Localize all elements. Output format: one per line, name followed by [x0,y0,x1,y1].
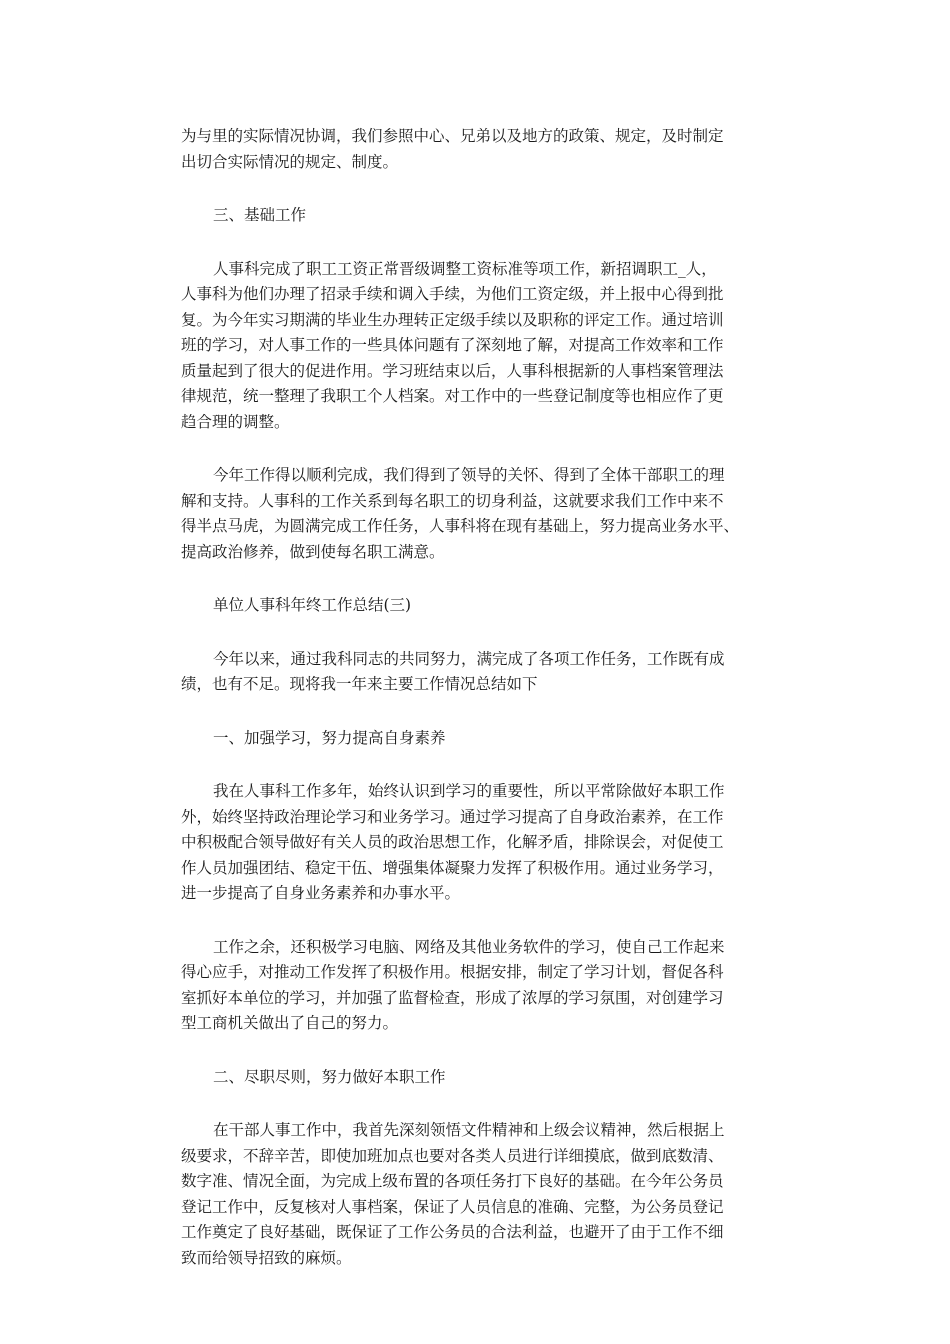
text-line: 三、基础工作 [213,206,307,224]
section-heading [181,1065,781,1091]
text-line: 质量起到了很大的促进作用。学习班结束以后，人事科根据新的人事档案管理法 [181,361,724,380]
text-line: 致而给领导招致的麻烦。 [181,1248,352,1267]
text-line: 人事科完成了职工工资正常晋级调整工资标准等项工作，新招调职工_人， [213,259,717,278]
paragraph [181,779,781,907]
paragraph [181,463,781,565]
text-line: 工作奠定了良好基础，既保证了工作公务员的合法利益，也避开了由于工作不细 [181,1223,724,1241]
text-line: 今年工作得以顺利完成，我们得到了领导的关怀、得到了全体干部职工的理 [213,466,725,484]
text-line: 中积极配合领导做好有关人员的政治思想工作，化解矛盾，排除误会，对促使工 [181,833,724,851]
text-line: 复。为今年实习期满的毕业生办理转正定级手续以及职称的评定工作。通过培训 [181,310,724,329]
text-line: 外，始终坚持政治理论学习和业务学习。通过学习提高了自身政治素养，在工作 [181,807,724,826]
text-line: 解和支持。人事科的工作关系到每名职工的切身利益，这就要求我们工作中来不 [181,491,724,510]
text-line: 工作之余，还积极学习电脑、网络及其他业务软件的学习，使自己工作起来 [213,937,725,956]
text-line: 进一步提高了自身业务素养和办事水平。 [181,884,461,902]
text-line: 一、加强学习，努力提高自身素养 [213,728,446,747]
text-line: 人事科为他们办理了招录手续和调入手续，为他们工资定级，并上报中心得到批 [181,285,724,303]
document-page [181,124,781,1299]
section-heading [181,593,781,619]
paragraph [181,257,781,436]
section-heading [181,726,781,752]
text-line: 型工商机关做出了自己的努力。 [181,1014,399,1032]
text-line: 登记工作中，反复核对人事档案，保证了人员信息的准确、完整，为公务员登记 [181,1197,724,1216]
text-line: 作人员加强团结、稳定干伍、增强集体凝聚力发挥了积极作用。通过业务学习， [181,858,724,877]
text-line: 数字准、情况全面，为完成上级布置的各项任务打下良好的基础。在今年公务员 [181,1172,724,1190]
paragraph [181,935,781,1037]
text-line: 出切合实际情况的规定、制度。 [181,152,399,171]
text-line: 提高政治修养，做到使每名职工满意。 [181,542,445,561]
text-line: 趋合理的调整。 [181,412,290,431]
text-line: 二、尽职尽则，努力做好本职工作 [213,1067,446,1086]
text-line: 在干部人事工作中，我首先深刻领悟文件精神和上级会议精神，然后根据上 [213,1121,725,1139]
text-line: 为与里的实际情况协调，我们参照中心、兄弟以及地方的政策、规定，及时制定 [181,127,724,145]
paragraph [181,647,781,698]
text-line: 绩，也有不足。现将我一年来主要工作情况总结如下 [181,675,538,693]
paragraph [181,124,781,175]
text-line: 班的学习，对人事工作的一些具体问题有了深刻地了解，对提高工作效率和工作 [181,336,724,354]
section-heading [181,203,781,229]
paragraph [181,1118,781,1271]
text-line: 得心应手，对推动工作发挥了积极作用。根据安排，制定了学习计划，督促各科 [181,963,724,981]
text-line: 我在人事科工作多年，始终认识到学习的重要性，所以平常除做好本职工作 [213,782,725,800]
text-line: 得半点马虎，为圆满完成工作任务，人事科将在现有基础上，努力提高业务水平、 [181,517,740,535]
text-line: 室抓好本单位的学习，并加强了监督检查，形成了浓厚的学习氛围，对创建学习 [181,988,724,1007]
text-line: 律规范，统一整理了我职工个人档案。对工作中的一些登记制度等也相应作了更 [181,387,724,405]
text-line: 今年以来，通过我科同志的共同努力，满完成了各项工作任务，工作既有成 [213,649,725,668]
text-line: 单位人事科年终工作总结(三) [213,596,412,614]
text-line: 级要求，不辞辛苦，即使加班加点也要对各类人员进行详细摸底，做到底数清、 [181,1146,724,1165]
